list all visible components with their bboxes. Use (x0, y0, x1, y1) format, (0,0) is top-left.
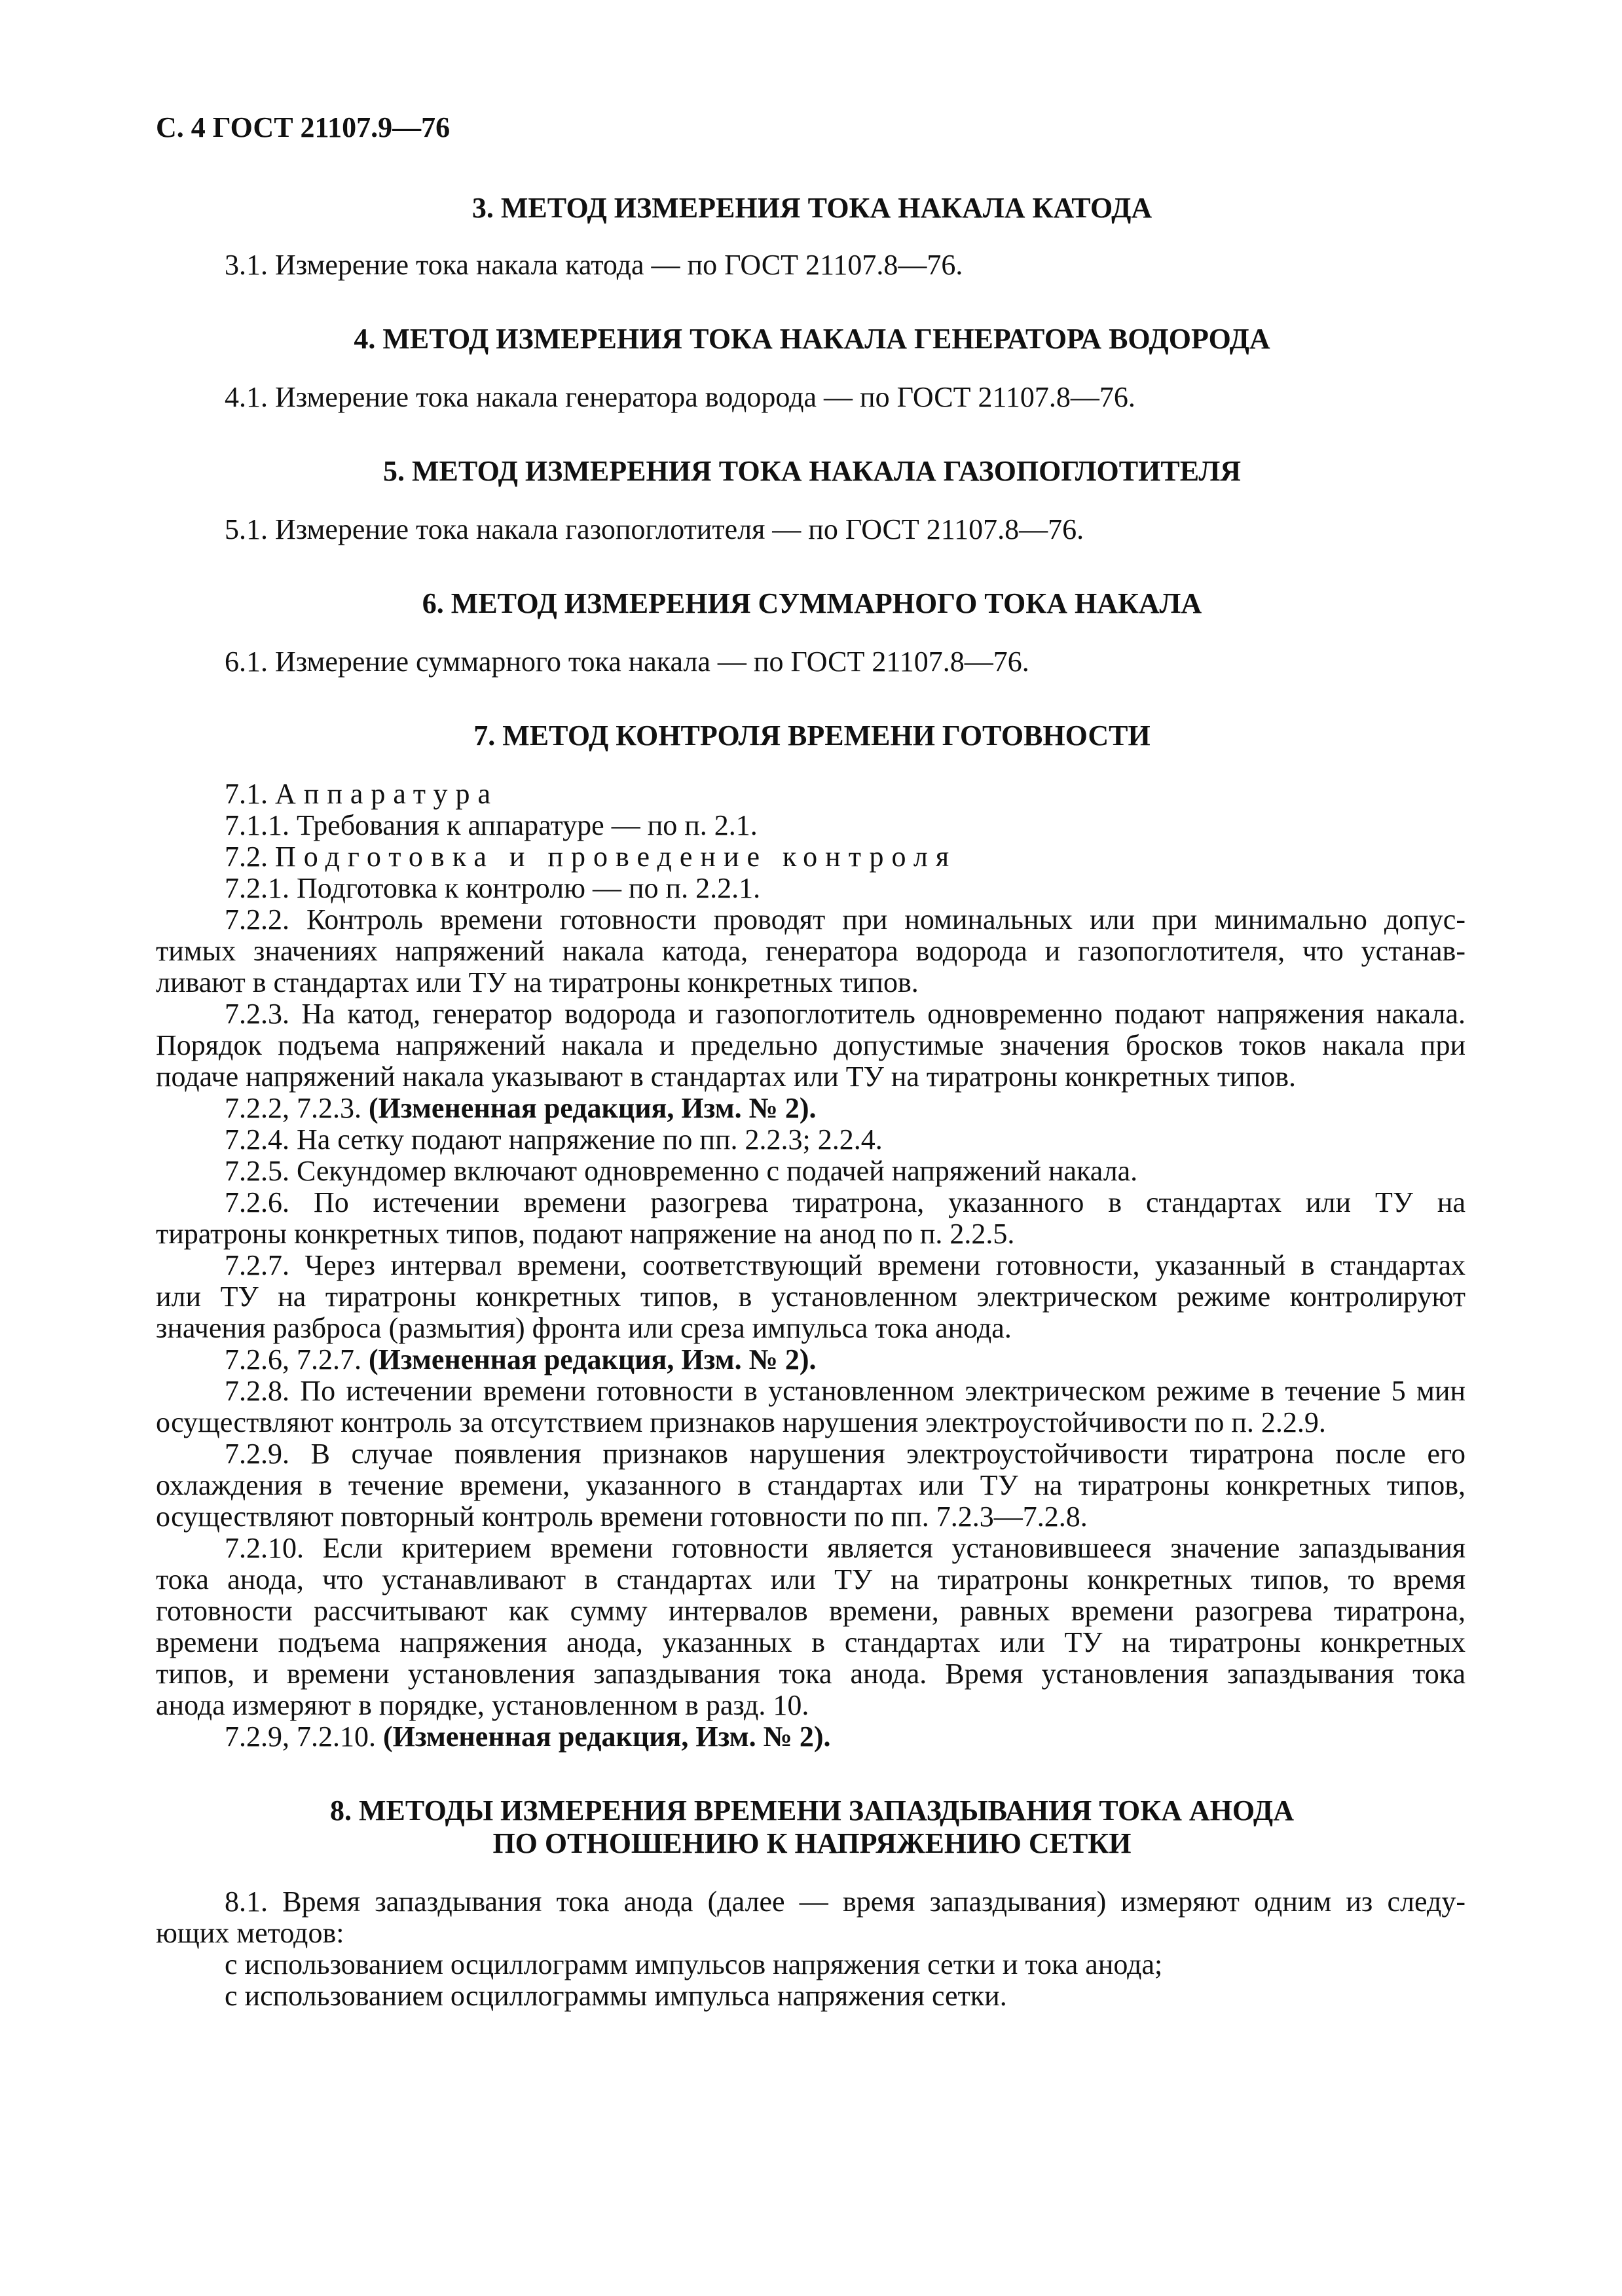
paragraph-7-2-3-line: подаче напряжений накала указывают в стандартах или ТУ на тиратроны конкретных типов. (156, 1061, 1296, 1093)
paragraph-7-2-10-line: анода измеряют в порядке, установленном в разд. 10. (156, 1689, 809, 1721)
paragraph-5-1: 5.1. Измерение тока накала газопоглотителя — по ГОСТ 21107.8—76. (225, 513, 1084, 545)
paragraph-7-1-1: 7.1.1. Требования к аппаратуре — по п. 2.1. (225, 809, 758, 841)
section-8-heading-line-1: 8. МЕТОДЫ ИЗМЕРЕНИЯ ВРЕМЕНИ ЗАПАЗДЫВАНИЯ ТОКА АНОДА (330, 1795, 1294, 1827)
paragraph-7-2-10-line: тока анода, что устанавливают в стандартах или ТУ на тиратроны конкретных типов, то время (156, 1563, 1465, 1595)
revision-note-text: (Измененная редакция, Изм. № 2). (383, 1721, 831, 1753)
paragraph-7-2-3-line: Порядок подъема напряжений накала и предельно допустимые значения бросков токов накала при (156, 1029, 1465, 1061)
section-8-heading-line-2: ПО ОТНОШЕНИЮ К НАПРЯЖЕНИЮ СЕТКИ (492, 1827, 1132, 1859)
paragraph-7-2-10-line: типов, и времени установления запаздывания тока анода. Время установления запаздывания тока (156, 1658, 1465, 1690)
paragraph-7-2-10-line: времени подъема напряжения анода, указанных в стандартах или ТУ на тиратроны конкретных (156, 1626, 1465, 1658)
page-header: С. 4 ГОСТ 21107.9—76 (156, 111, 451, 143)
revision-note-7-2-6 (225, 1343, 816, 1376)
list-item: с использованием осциллограмм импульсов напряжения сетки и тока анода; (225, 1948, 1163, 1980)
paragraph-7-2-8-line: 7.2.8. По истечении времени готовности в установленном электрическом режиме в течение 5 мин (225, 1375, 1465, 1407)
paragraph-8-1-line: ющих методов: (156, 1917, 344, 1949)
paragraph-7-2-6-line: 7.2.6. По истечении времени разогрева тиратрона, указанного в стандартах или ТУ на (225, 1186, 1465, 1218)
paragraph-7-2 (225, 841, 957, 873)
paragraph-7-2-2-line: 7.2.2. Контроль времени готовности проводят при номинальных или при минимально допус- (225, 903, 1465, 936)
revision-note-text: (Измененная редакция, Изм. № 2). (369, 1092, 817, 1124)
paragraph-7-2-6-line: тиратроны конкретных типов, подают напряжение на анод по п. 2.2.5. (156, 1218, 1015, 1250)
revision-note-7-2-2 (225, 1092, 816, 1125)
revision-note-text: (Измененная редакция, Изм. № 2). (369, 1343, 817, 1376)
paragraph-7-2-9-line: 7.2.9. В случае появления признаков нарушения электроустойчивости тиратрона после его (225, 1438, 1465, 1470)
section-6-heading: 6. МЕТОД ИЗМЕРЕНИЯ СУММАРНОГО ТОКА НАКАЛА (422, 587, 1202, 619)
paragraph-4-1: 4.1. Измерение тока накала генератора водорода — по ГОСТ 21107.8—76. (225, 381, 1135, 413)
paragraph-7-2-5: 7.2.5. Секундомер включают одновременно с подачей напряжений накала. (225, 1155, 1138, 1187)
paragraph-7-2-10-line: 7.2.10. Если критерием времени готовности является установившееся значение запаздывания (225, 1532, 1465, 1564)
list-item: с использованием осциллограммы импульса напряжения сетки. (225, 1980, 1007, 2012)
paragraph-7-2-2-line: ливают в стандартах или ТУ на тиратроны конкретных типов. (156, 966, 919, 998)
paragraph-7-2-4: 7.2.4. На сетку подают напряжение по пп. 2.2.3; 2.2.4. (225, 1123, 883, 1156)
paragraph-7-2-9-line: осуществляют повторный контроль времени готовности по пп. 7.2.3—7.2.8. (156, 1501, 1088, 1533)
revision-note-number: 7.2.9, 7.2.10. (225, 1721, 376, 1753)
paragraph-7-2-7-line: или ТУ на тиратроны конкретных типов, в установленном электрическом режиме контролируют (156, 1281, 1465, 1313)
paragraph-7-2-title: Подготовка и проведение контроля (275, 841, 957, 873)
revision-note-number: 7.2.2, 7.2.3. (225, 1092, 361, 1124)
section-3-heading: 3. МЕТОД ИЗМЕРЕНИЯ ТОКА НАКАЛА КАТОДА (471, 192, 1152, 224)
paragraph-7-2-3-line: 7.2.3. На катод, генератор водорода и газопоглотитель одновременно подают напряжения накала. (225, 998, 1465, 1030)
paragraph-7-2-7-line: значения разброса (размытия) фронта или среза импульса тока анода. (156, 1312, 1012, 1344)
paragraph-7-1-number: 7.1. (225, 778, 268, 810)
paragraph-7-1 (225, 778, 498, 811)
paragraph-7-2-9-line: охлаждения в течение времени, указанного в стандартах или ТУ на тиратроны конкретных типов, (156, 1469, 1465, 1501)
section-5-heading: 5. МЕТОД ИЗМЕРЕНИЯ ТОКА НАКАЛА ГАЗОПОГЛОТИТЕЛЯ (382, 455, 1242, 487)
revision-note-number: 7.2.6, 7.2.7. (225, 1343, 361, 1376)
paragraph-7-2-8-line: осуществляют контроль за отсутствием признаков нарушения электроустойчивости по п. 2.2.9. (156, 1406, 1326, 1438)
paragraph-7-2-7-line: 7.2.7. Через интервал времени, соответствующий времени готовности, указанный в стандартах (225, 1249, 1465, 1281)
paragraph-7-1-title: Аппаратура (275, 778, 498, 810)
paragraph-6-1: 6.1. Измерение суммарного тока накала — по ГОСТ 21107.8—76. (225, 646, 1029, 678)
section-7-heading: 7. МЕТОД КОНТРОЛЯ ВРЕМЕНИ ГОТОВНОСТИ (473, 720, 1151, 752)
revision-note-7-2-9 (225, 1721, 830, 1753)
paragraph-3-1: 3.1. Измерение тока накала катода — по ГОСТ 21107.8—76. (225, 249, 963, 281)
paragraph-7-2-2-line: тимых значениях напряжений накала катода, генератора водорода и газопоглотителя, что устанав- (156, 935, 1465, 967)
section-4-heading: 4. МЕТОД ИЗМЕРЕНИЯ ТОКА НАКАЛА ГЕНЕРАТОРА ВОДОРОДА (354, 323, 1270, 355)
paragraph-7-2-10-line: готовности рассчитывают как сумму интервалов времени, равных времени разогрева тиратрона, (156, 1595, 1465, 1627)
paragraph-8-1-line: 8.1. Время запаздывания тока анода (далее — время запаздывания) измеряют одним из следу- (225, 1886, 1465, 1918)
paragraph-7-2-number: 7.2. (225, 841, 268, 873)
paragraph-7-2-1: 7.2.1. Подготовка к контролю — по п. 2.2.1. (225, 872, 761, 904)
